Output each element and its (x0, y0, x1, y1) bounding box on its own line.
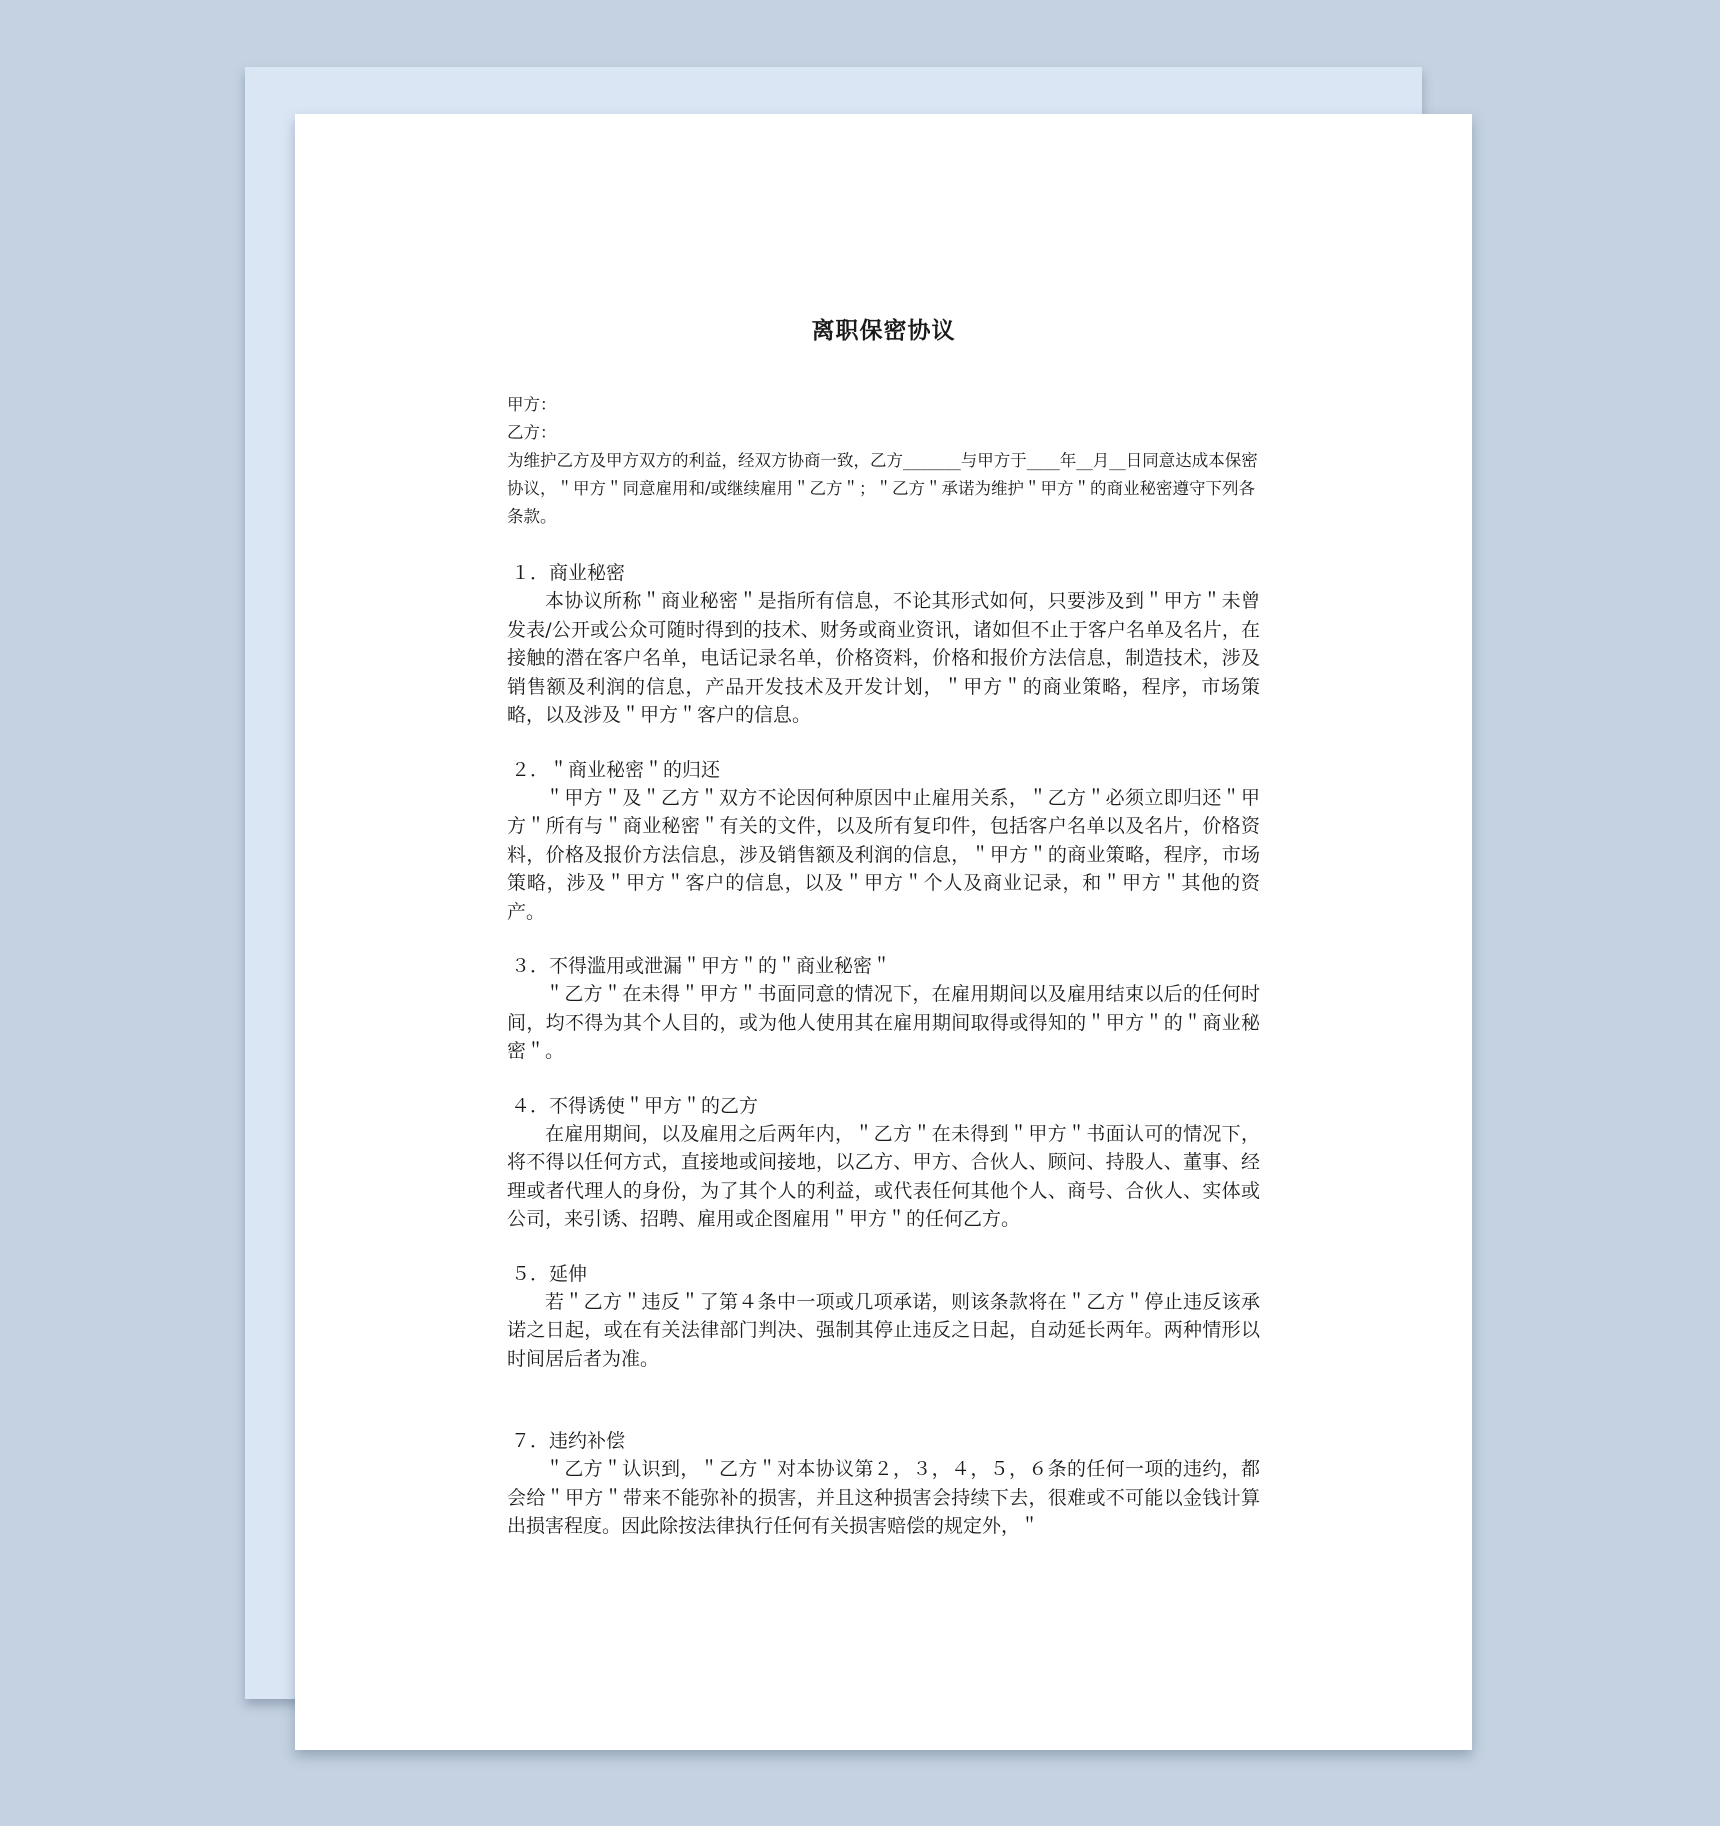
section-return-of-secrets (507, 756, 1260, 927)
document-page (295, 114, 1472, 1750)
intro-paragraph: 为维护乙方及甲方双方的利益，经双方协商一致，乙方_______与甲方于____年__月__日同意达成本保密协议，＂甲方＂同意雇用和/或继续雇用＂乙方＂；＂乙方＂承诺为维护＂甲方＂的商业秘密遵守下列各条款。 (507, 451, 1258, 526)
document-content (507, 312, 1260, 1567)
section-body: ＂甲方＂及＂乙方＂双方不论因何种原因中止雇用关系，＂乙方＂必须立即归还＂甲方＂所有与＂商业秘密＂有关的文件，以及所有复印件，包括客户名单以及名片，价格资料，价格及报价方法信息，涉及销售额及利润的信息，＂甲方＂的商业策略，程序，市场策略，涉及＂甲方＂客户的信息，以及＂甲方＂个人及商业记录，和＂甲方＂其他的资产。 (507, 786, 1260, 923)
party-b-label: 乙方： (507, 423, 557, 442)
intro-block (507, 391, 1260, 531)
section-no-solicitation (507, 1092, 1260, 1234)
section-heading: ７．违约补偿 (511, 1430, 626, 1452)
section-trade-secrets (507, 559, 1260, 730)
section-body: 在雇用期间，以及雇用之后两年内，＂乙方＂在未得到＂甲方＂书面认可的情况下，将不得以任何方式，直接地或间接地，以乙方、甲方、合伙人、顾问、持股人、董事、经理或者代理人的身份，为了其个人的利益，或代表任何其他个人、商号、合伙人、实体或公司，来引诱、招聘、雇用或企图雇用＂甲方＂的任何乙方。 (507, 1122, 1260, 1230)
section-body: 若＂乙方＂违反＂了第４条中一项或几项承诺，则该条款将在＂乙方＂停止违反该承诺之日起，或在有关法律部门判决、强制其停止违反之日起，自动延长两年。两种情形以时间居后者为准。 (507, 1290, 1260, 1370)
section-no-misuse (507, 952, 1260, 1066)
section-heading: ４．不得诱使＂甲方＂的乙方 (511, 1094, 759, 1117)
section-heading: ３．不得滥用或泄漏＂甲方＂的＂商业秘密＂ (511, 955, 892, 977)
section-breach-compensation (507, 1427, 1260, 1541)
section-extension (507, 1260, 1260, 1374)
section-heading: ２．＂商业秘密＂的归还 (511, 758, 721, 781)
section-body: ＂乙方＂在未得＂甲方＂书面同意的情况下，在雇用期间以及雇用结束以后的任何时间，均不得为其个人目的，或为他人使用其在雇用期间取得或得知的＂甲方＂的＂商业秘密＂。 (507, 983, 1260, 1062)
section-body: 本协议所称＂商业秘密＂是指所有信息，不论其形式如何，只要涉及到＂甲方＂未曾发表/公开或公众可随时得到的技术、财务或商业资讯，诸如但不止于客户名单及名片，在接触的潜在客户名单，电话记录名单，价格资料，价格和报价方法信息，制造技术，涉及销售额及利润的信息，产品开发技术及开发计划，＂甲方＂的商业策略，程序，市场策略，以及涉及＂甲方＂客户的信息。 (507, 590, 1260, 726)
section-heading: ５．延伸 (511, 1262, 588, 1285)
section-heading: １．商业秘密 (511, 562, 626, 584)
section-body: ＂乙方＂认识到，＂乙方＂对本协议第２，３，４，５，６条的任何一项的违约，都会给＂甲方＂带来不能弥补的损害，并且这种损害会持续下去，很难或不可能以金钱计算出损害程度。因此除按法律执行任何有关损害赔偿的规定外，＂ (507, 1458, 1260, 1537)
party-a-label: 甲方： (507, 395, 557, 414)
document-title: 离职保密协议 (811, 317, 956, 344)
